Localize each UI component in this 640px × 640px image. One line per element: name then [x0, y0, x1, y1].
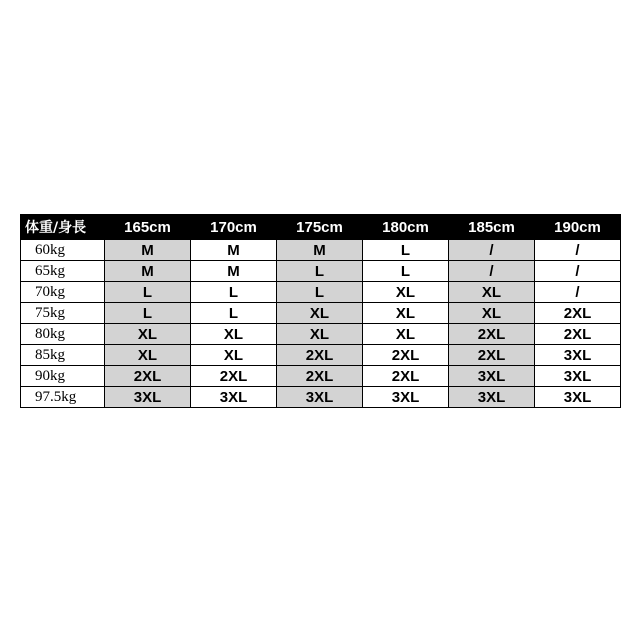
size-cell: M: [105, 261, 191, 282]
size-cell: XL: [363, 282, 449, 303]
weight-cell: 65kg: [21, 261, 105, 282]
size-cell: 2XL: [449, 345, 535, 366]
table-row: [21, 324, 621, 345]
height-header: 185cm: [449, 215, 535, 240]
size-cell: L: [363, 261, 449, 282]
size-cell: 2XL: [535, 324, 621, 345]
size-cell: L: [105, 303, 191, 324]
size-cell: /: [449, 261, 535, 282]
size-cell: /: [449, 240, 535, 261]
size-cell: 3XL: [105, 387, 191, 408]
size-cell: /: [535, 282, 621, 303]
weight-cell: 97.5kg: [21, 387, 105, 408]
height-header: 175cm: [277, 215, 363, 240]
size-cell: XL: [363, 324, 449, 345]
size-cell: L: [191, 282, 277, 303]
table-row: [21, 240, 621, 261]
size-cell: /: [535, 240, 621, 261]
weight-cell: 85kg: [21, 345, 105, 366]
size-cell: 3XL: [449, 366, 535, 387]
height-header: 180cm: [363, 215, 449, 240]
size-cell: 3XL: [277, 387, 363, 408]
size-cell: L: [105, 282, 191, 303]
size-cell: 3XL: [535, 387, 621, 408]
size-cell: 2XL: [535, 303, 621, 324]
size-cell: 3XL: [191, 387, 277, 408]
height-header: 165cm: [105, 215, 191, 240]
weight-cell: 80kg: [21, 324, 105, 345]
table-row: [21, 387, 621, 408]
size-cell: 2XL: [449, 324, 535, 345]
size-cell: L: [191, 303, 277, 324]
table-row: [21, 261, 621, 282]
size-cell: M: [191, 261, 277, 282]
corner-header-weight-height: 体重/身長: [21, 215, 105, 240]
height-header: 190cm: [535, 215, 621, 240]
size-cell: 2XL: [363, 345, 449, 366]
size-cell: 3XL: [363, 387, 449, 408]
size-cell: L: [277, 261, 363, 282]
size-cell: 2XL: [363, 366, 449, 387]
size-cell: 2XL: [277, 366, 363, 387]
size-chart-table: [20, 214, 621, 408]
size-cell: XL: [105, 345, 191, 366]
size-cell: M: [105, 240, 191, 261]
header-row: [21, 215, 621, 240]
size-cell: /: [535, 261, 621, 282]
size-cell: 3XL: [535, 366, 621, 387]
size-cell: XL: [277, 303, 363, 324]
size-cell: XL: [449, 282, 535, 303]
table-row: [21, 303, 621, 324]
size-cell: XL: [105, 324, 191, 345]
table-row: [21, 366, 621, 387]
size-cell: XL: [191, 324, 277, 345]
size-cell: 3XL: [535, 345, 621, 366]
weight-cell: 90kg: [21, 366, 105, 387]
size-cell: L: [277, 282, 363, 303]
weight-cell: 70kg: [21, 282, 105, 303]
size-cell: 2XL: [105, 366, 191, 387]
height-header: 170cm: [191, 215, 277, 240]
table-row: [21, 282, 621, 303]
size-cell: M: [191, 240, 277, 261]
size-chart-body: [21, 240, 621, 408]
table-row: [21, 345, 621, 366]
size-cell: 3XL: [449, 387, 535, 408]
size-cell: XL: [191, 345, 277, 366]
size-cell: 2XL: [277, 345, 363, 366]
size-cell: XL: [277, 324, 363, 345]
size-cell: XL: [449, 303, 535, 324]
weight-cell: 60kg: [21, 240, 105, 261]
size-cell: XL: [363, 303, 449, 324]
size-cell: 2XL: [191, 366, 277, 387]
size-cell: M: [277, 240, 363, 261]
size-cell: L: [363, 240, 449, 261]
weight-cell: 75kg: [21, 303, 105, 324]
